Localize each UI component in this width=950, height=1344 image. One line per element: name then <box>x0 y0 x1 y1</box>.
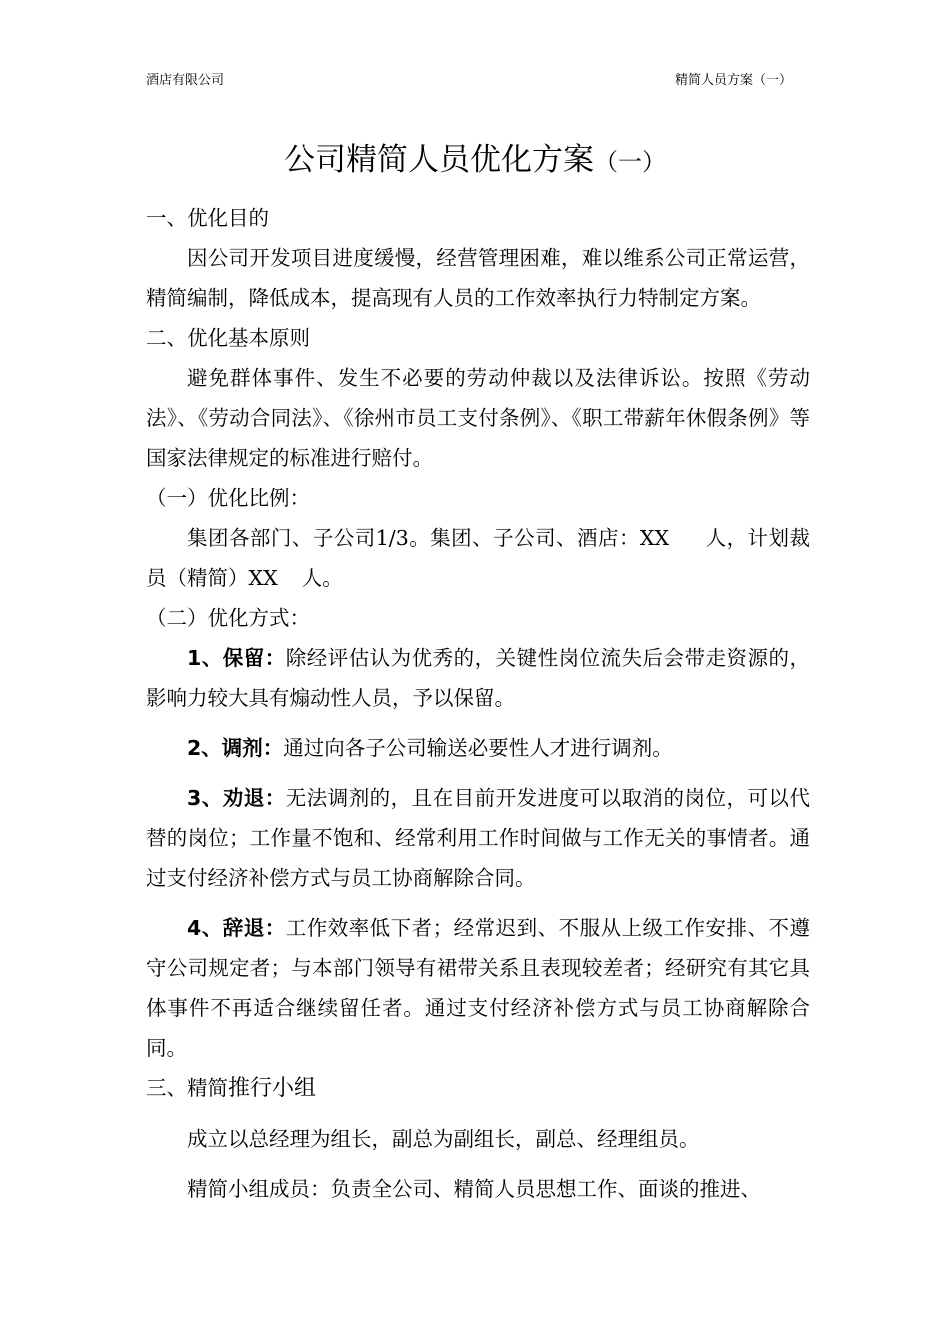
ratio-paragraph <box>146 518 810 598</box>
ratio-text-a: 集团各部门、子公司1/3。集团、子公司、酒店：XX <box>187 526 670 550</box>
section-3-body-1: 成立以总经理为组长，副总为副组长，副总、经理组员。 <box>187 1127 700 1151</box>
method-3-label: 3、劝退： <box>187 786 286 810</box>
section-1-heading: 一、优化目的 <box>146 206 269 230</box>
method-heading: （二）优化方式： <box>146 606 310 630</box>
section-1-body: 因公司开发项目进度缓慢，经营管理困难，难以维系公司正常运营，精简编制，降低成本，提高现有人员的工作效率执行力特制定方案。 <box>146 246 810 310</box>
ratio-heading: （一）优化比例： <box>146 486 310 510</box>
section-2-body: 避免群体事件、发生不必要的劳动仲裁以及法律诉讼。按照《劳动法》、《劳动合同法》、《徐州市员工支付条例》、《职工带薪年休假条例》等国家法律规定的标准进行赔付。 <box>146 366 810 470</box>
section-3-heading <box>146 1068 810 1109</box>
method-3-text: 无法调剂的，且在目前开发进度可以取消的岗位，可以代替的岗位；工作量不饱和、经常利用工作时间做与工作无关的事情者。通过支付经济补偿方式与员工协商解除合同。 <box>146 786 810 890</box>
ratio-text-b: 人，计划裁员（精简）XX <box>146 526 810 590</box>
section-3-heading-b: 推行小组 <box>228 1076 317 1101</box>
method-4 <box>146 908 810 1068</box>
page-title <box>0 138 950 184</box>
method-2-text: 通过向各子公司输送必要性人才进行调剂。 <box>283 736 673 760</box>
method-2-label: 2、调剂： <box>187 736 284 760</box>
title-sub: （一） <box>594 148 666 176</box>
section-3-heading-a: 三、精简 <box>146 1076 228 1100</box>
document-body <box>146 198 810 1209</box>
ratio-text-c: 人。 <box>301 566 343 590</box>
method-4-label: 4、辞退： <box>187 916 286 940</box>
title-main: 公司精简人员优化方案 <box>284 142 594 178</box>
method-1 <box>146 638 810 718</box>
header-company-name: 酒店有限公司 <box>146 73 225 88</box>
method-1-text: 除经评估认为优秀的，关键性岗位流失后会带走资源的，影响力较大具有煽动性人员，予以保留。 <box>146 646 810 710</box>
method-1-label: 1、保留： <box>187 646 286 670</box>
method-4-text: 工作效率低下者；经常迟到、不服从上级工作安排、不遵守公司规定者；与本部门领导有裙带关系且表现较差者；经研究有其它具体事件不再适合继续留任者。通过支付经济补偿方式与员工协商解除合同。 <box>146 916 810 1060</box>
section-3-body-2: 精简小组成员：负责全公司、精简人员思想工作、面谈的推进、 <box>187 1177 761 1201</box>
method-2 <box>146 728 810 768</box>
method-3 <box>146 778 810 898</box>
header-doc-name: 精简人员方案（一） <box>674 73 792 88</box>
section-2-heading: 二、优化基本原则 <box>146 326 310 350</box>
